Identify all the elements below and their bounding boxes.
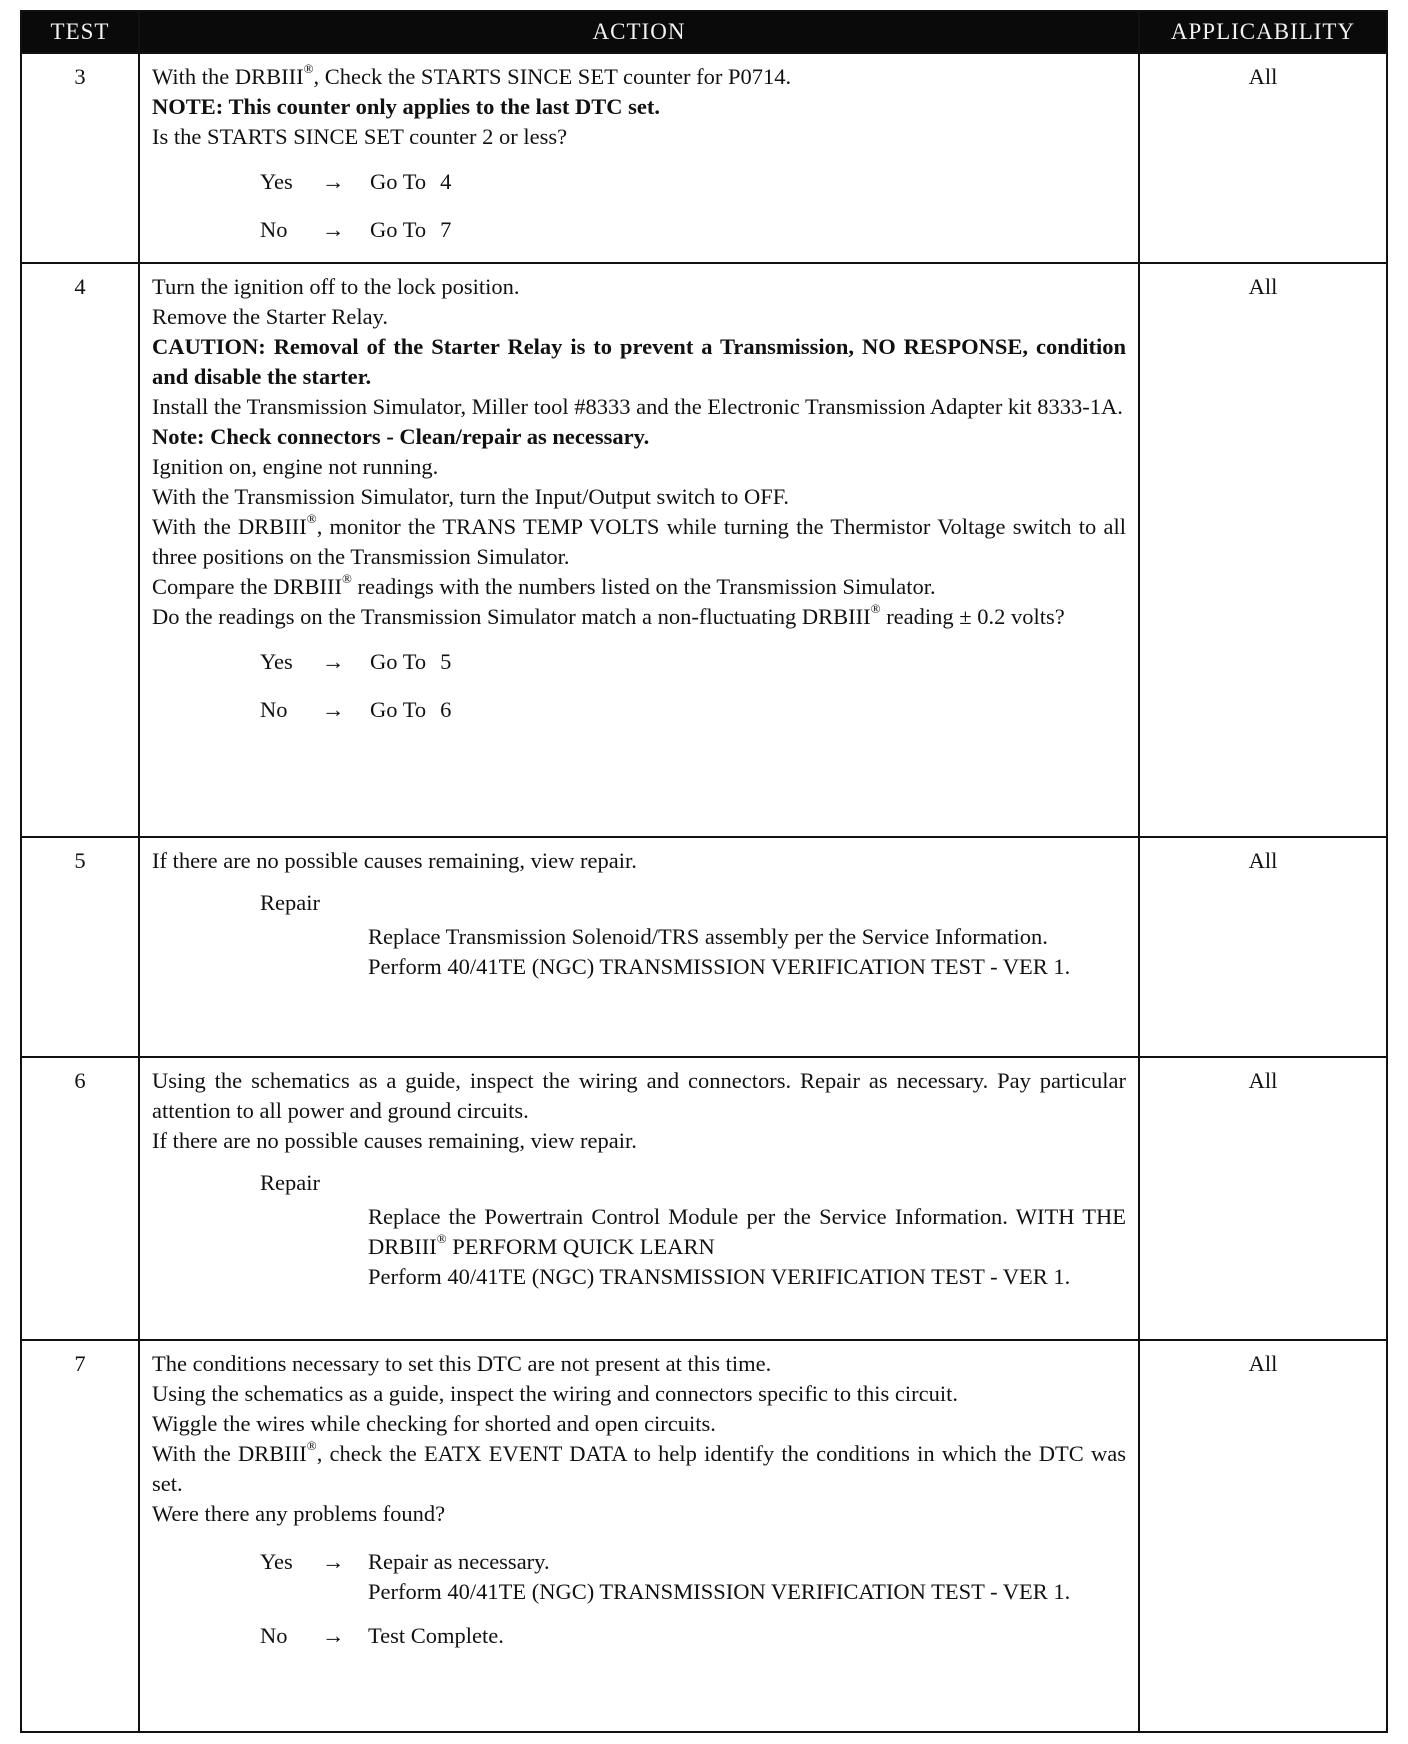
test-number: 3: [21, 53, 139, 263]
note-line: Note: Check connectors - Clean/repair as necessary.: [152, 424, 650, 449]
action-line: The conditions necessary to set this DTC are not present at this time.: [152, 1351, 772, 1376]
arrow-icon: →: [322, 1623, 345, 1648]
no-result: Test Complete.: [368, 1623, 504, 1648]
table-row-test-3: [21, 53, 1387, 263]
question-line: Do the readings on the Transmission Simulator match a non-fluctuating DRBIII® reading ± 0.2 volts?: [152, 601, 1065, 629]
action-cell: [139, 837, 1139, 1057]
yes-label: Yes: [260, 1549, 293, 1574]
question-line: Is the STARTS SINCE SET counter 2 or less?: [152, 124, 568, 149]
applicability-value: All: [1139, 1057, 1387, 1340]
action-cell: [139, 53, 1139, 263]
action-line: Using the schematics as a guide, inspect the wiring and connectors. Repair as necessary. Pay particular attention to all power and ground circuits.: [152, 1068, 1126, 1123]
diagnostic-test-page: [20, 10, 1386, 1733]
goto-target: 7: [440, 217, 452, 242]
action-line: With the DRBIII®, Check the STARTS SINCE SET counter for P0714.: [152, 61, 792, 89]
test-number: 6: [21, 1057, 139, 1340]
goto-target: 5: [440, 649, 452, 674]
table-header-row: [21, 11, 1387, 53]
goto-target: 6: [440, 697, 452, 722]
yes-branch: [260, 1547, 1126, 1607]
question-line: Were there any problems found?: [152, 1501, 446, 1526]
applicability-value: All: [1139, 1340, 1387, 1732]
caution-line: CAUTION: Removal of the Starter Relay is to prevent a Transmission, NO RESPONSE, condition and disable the starter.: [152, 334, 1126, 389]
action-line: If there are no possible causes remaining, view repair.: [152, 1128, 637, 1153]
action-line: If there are no possible causes remaining, view repair.: [152, 848, 637, 873]
yes-label: Yes: [260, 649, 293, 674]
applicability-value: All: [1139, 53, 1387, 263]
action-line: Turn the ignition off to the lock position.: [152, 274, 520, 299]
diagnostic-test-table: [20, 10, 1388, 1733]
result-line: Perform 40/41TE (NGC) TRANSMISSION VERIFICATION TEST - VER 1.: [368, 1579, 1071, 1604]
applicability-value: All: [1139, 263, 1387, 837]
note-line: NOTE: This counter only applies to the last DTC set.: [152, 94, 660, 119]
action-cell: [139, 1340, 1139, 1732]
action-line: Wiggle the wires while checking for shorted and open circuits.: [152, 1411, 716, 1436]
yes-label: Yes: [260, 169, 293, 194]
action-line: With the Transmission Simulator, turn the Input/Output switch to OFF.: [152, 484, 790, 509]
test-number: 7: [21, 1340, 139, 1732]
no-branch: [260, 1621, 1126, 1651]
action-line: With the DRBIII®, check the EATX EVENT DATA to help identify the conditions in which the DTC was set.: [152, 1438, 1126, 1496]
arrow-icon: →: [322, 649, 345, 674]
result-line: Repair as necessary.: [368, 1549, 550, 1574]
header-applicability: APPLICABILITY: [1139, 11, 1387, 53]
action-line: With the DRBIII®, monitor the TRANS TEMP VOLTS while turning the Thermistor Voltage switch to all three positions on the Transmission Simulator.: [152, 511, 1126, 569]
test-number: 5: [21, 837, 139, 1057]
action-line: Install the Transmission Simulator, Miller tool #8333 and the Electronic Transmission Adapter kit 8333-1A.: [152, 394, 1123, 419]
no-branch: [260, 206, 1126, 254]
goto-target: 4: [440, 169, 452, 194]
goto-label: Go To: [370, 697, 427, 722]
header-action: ACTION: [139, 11, 1139, 53]
applicability-value: All: [1139, 837, 1387, 1057]
table-row-test-7: [21, 1340, 1387, 1732]
no-label: No: [260, 1623, 288, 1648]
yes-branch: [260, 638, 1126, 686]
goto-label: Go To: [370, 649, 427, 674]
table-row-test-4: [21, 263, 1387, 837]
action-line: Using the schematics as a guide, inspect the wiring and connectors specific to this circuit.: [152, 1381, 959, 1406]
test-number: 4: [21, 263, 139, 837]
repair-label: Repair: [260, 890, 320, 915]
goto-label: Go To: [370, 169, 427, 194]
header-test: TEST: [21, 11, 139, 53]
no-label: No: [260, 217, 288, 242]
no-branch: [260, 686, 1126, 734]
yes-result: [368, 1547, 1126, 1607]
goto-label: Go To: [370, 217, 427, 242]
arrow-icon: →: [322, 217, 345, 242]
repair-line: Perform 40/41TE (NGC) TRANSMISSION VERIFICATION TEST - VER 1.: [368, 1264, 1071, 1289]
table-row-test-5: [21, 837, 1387, 1057]
repair-line: Replace Transmission Solenoid/TRS assembly per the Service Information.: [368, 924, 1048, 949]
repair-line: Replace the Powertrain Control Module per the Service Information. WITH THE DRBIII® PERFORM QUICK LEARN: [368, 1204, 1126, 1259]
action-cell: [139, 263, 1139, 837]
action-line: Ignition on, engine not running.: [152, 454, 439, 479]
action-cell: [139, 1057, 1139, 1340]
arrow-icon: →: [322, 697, 345, 722]
arrow-icon: →: [322, 1549, 345, 1574]
arrow-icon: →: [322, 169, 345, 194]
repair-line: Perform 40/41TE (NGC) TRANSMISSION VERIFICATION TEST - VER 1.: [368, 954, 1071, 979]
action-line: Remove the Starter Relay.: [152, 304, 388, 329]
table-row-test-6: [21, 1057, 1387, 1340]
no-label: No: [260, 697, 288, 722]
action-line: Compare the DRBIII® readings with the numbers listed on the Transmission Simulator.: [152, 571, 936, 599]
yes-branch: [260, 158, 1126, 206]
repair-label: Repair: [260, 1170, 320, 1195]
